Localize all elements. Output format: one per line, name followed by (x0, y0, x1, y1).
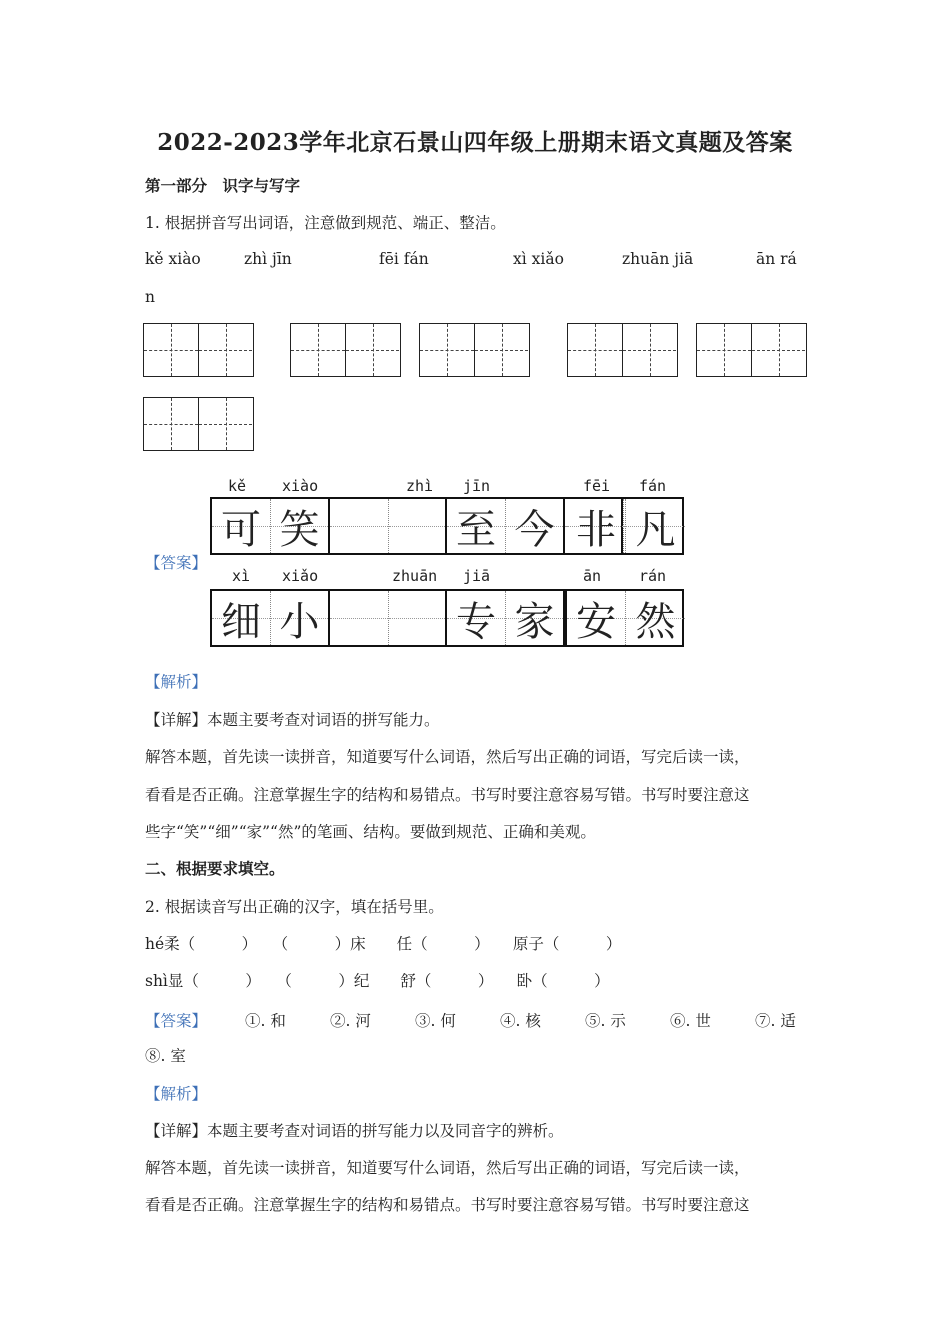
answer-pinyin: fán (639, 477, 667, 495)
answer-char: 然 (635, 598, 676, 645)
pinyin-wrap: n (145, 288, 155, 306)
q1-text-1: 解答本题，首先读一读拼音，知道要写什么词语，然后写出正确的词语，写完后读一读， (145, 748, 750, 766)
q1-pinyin-row (145, 250, 807, 270)
answer-pinyin: zhì (406, 477, 434, 495)
answer-char: 专 (456, 598, 496, 645)
answer-option: ④. 核 (500, 1012, 541, 1030)
q2-answers (145, 1009, 807, 1029)
writing-grid-5[interactable] (696, 323, 807, 377)
q2-text-1: 解答本题，首先读一读拼音，知道要写什么词语，然后写出正确的词语，写完后读一读， (145, 1159, 750, 1177)
writing-grid-4[interactable] (567, 323, 678, 377)
answer-pinyin: rán (639, 567, 667, 585)
answer-char: 安 (576, 598, 616, 645)
answer-char: 小 (279, 598, 320, 645)
pinyin-item: fēi fán (379, 250, 429, 268)
q1-answer-label: 【答案】 (145, 554, 208, 572)
answer-pinyin: fēi (583, 477, 611, 495)
writing-grid-1[interactable] (143, 323, 254, 377)
answer-char: 可 (221, 506, 261, 553)
answer-option: ⑤. 示 (585, 1012, 626, 1030)
q2-line-2: shì显（ ） （ ）纪 舒（ ） 卧（ ） (145, 972, 610, 990)
q2-analysis-label: 【解析】 (145, 1085, 208, 1103)
answer-option: ⑧. 室 (145, 1047, 186, 1065)
answer-pinyin: xiǎo (282, 567, 319, 585)
answer-char: 细 (221, 598, 261, 645)
writing-grid-3[interactable] (419, 323, 530, 377)
q2-detail: 【详解】本题主要考查对词语的拼写能力以及同音字的辨析。 (145, 1122, 564, 1140)
writing-grid-6[interactable] (143, 397, 254, 451)
answer-grid-row-2 (210, 589, 684, 647)
answer-char: 非 (576, 506, 616, 553)
answer-char: 凡 (635, 506, 676, 553)
answer-option: ①. 和 (245, 1012, 286, 1030)
page-title: 2022-2023学年北京石景山四年级上册期末语文真题及答案 (157, 129, 793, 156)
answer-char: 至 (456, 506, 496, 553)
answer-char: 今 (514, 506, 555, 553)
q1-analysis-label: 【解析】 (145, 673, 208, 691)
answer-pinyin: jiā (463, 567, 491, 585)
pinyin-item: xì xiǎo (513, 250, 564, 268)
answer-option: ⑦. 适 (755, 1012, 796, 1030)
writing-grid-2[interactable] (290, 323, 401, 377)
pinyin-item: zhuān jiā (622, 250, 694, 268)
answer-pinyin: kě (228, 477, 247, 495)
answer-pinyin: ān (583, 567, 602, 585)
q2-prompt: 2. 根据读音写出正确的汉字，填在括号里。 (145, 898, 444, 916)
answer-option: ②. 河 (330, 1012, 371, 1030)
answer-pinyin: zhuān (392, 567, 438, 585)
answer-pinyin: xì (232, 567, 251, 585)
answer-grid-row-1 (210, 497, 684, 555)
answer-char: 家 (514, 598, 555, 645)
section2-heading: 二、根据要求填空。 (145, 859, 285, 878)
q1-text-3: 些字“笑”“细”“家”“然”的笔画、结构。要做到规范、正确和美观。 (145, 823, 596, 841)
answer-pinyin: xiào (282, 477, 319, 495)
answer-option: ⑥. 世 (670, 1012, 711, 1030)
answer-option: ③. 何 (415, 1012, 456, 1030)
q2-line-1: hé柔（ ） （ ）床 任（ ） 原子（ ） (145, 935, 622, 953)
answer-pinyin: jīn (463, 477, 491, 495)
q1-text-2: 看看是否正确。注意掌握生字的结构和易错点。书写时要注意容易写错。书写时要注意这 (145, 786, 750, 804)
q1-detail: 【详解】本题主要考查对词语的拼写能力。 (145, 711, 440, 729)
q1-prompt: 1. 根据拼音写出词语，注意做到规范、端正、整洁。 (145, 214, 506, 232)
q2-text-2: 看看是否正确。注意掌握生字的结构和易错点。书写时要注意容易写错。书写时要注意这 (145, 1196, 750, 1214)
q2-answer-label: 【答案】 (145, 1012, 208, 1030)
section1-heading: 第一部分 识字与写字 (145, 176, 301, 195)
answer-char: 笑 (279, 506, 320, 553)
pinyin-item: kě xiào (145, 250, 201, 268)
pinyin-item: ān rá (756, 250, 797, 268)
pinyin-item: zhì jīn (244, 250, 292, 268)
